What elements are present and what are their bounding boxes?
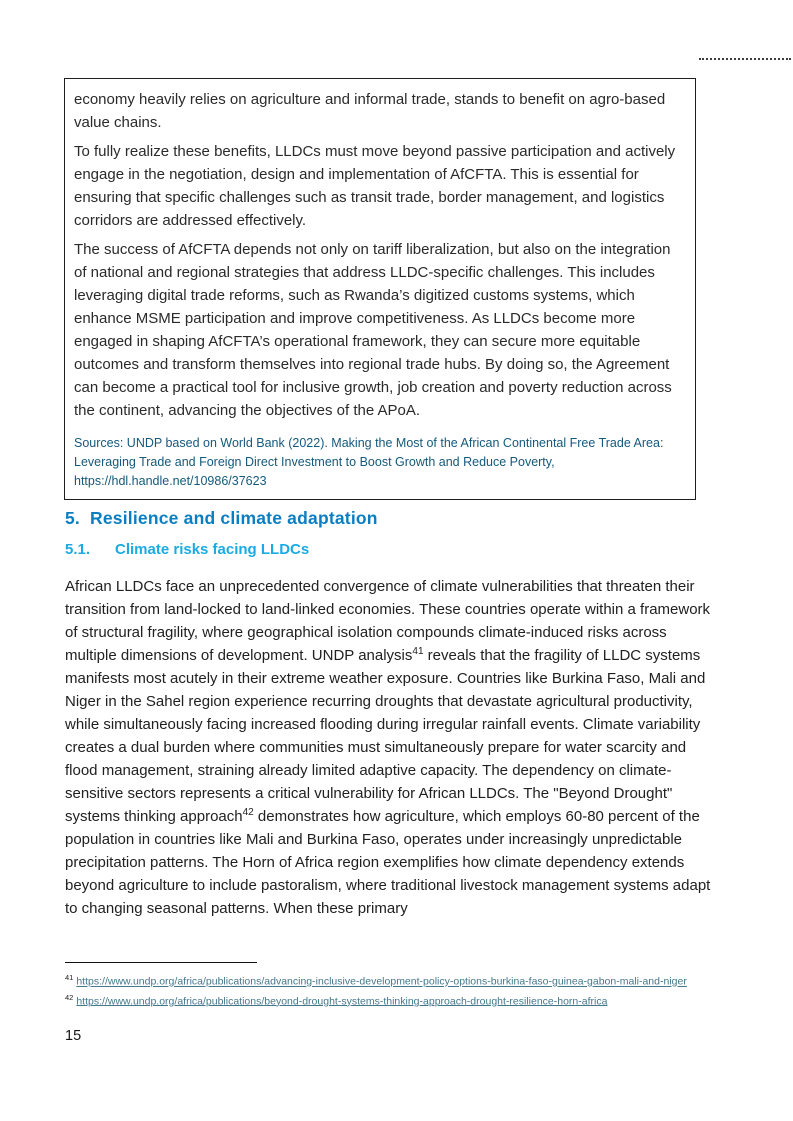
box-paragraph-1: economy heavily relies on agriculture and informal trade, stands to benefit on agro-based value chains. xyxy=(74,91,666,131)
body-part-2: reveals that the fragility of LLDC systems manifests most acutely in their extreme weather exposure. Countries like Burkina Faso, Mali and Niger in the Sahel region experience recurring droughts that devastate agricultural productivity, while simultaneously facing increased flooding during irregular rainfall events. Climate variability creates a dual burden where communities must simultaneously prepare for water scarcity and flood management, straining already limited adaptive capacity. The dependency on climate-sensitive sectors represents a critical vulnerability for African LLDCs. The "Beyond Drought" systems thinking approach xyxy=(65,647,706,825)
sources-link[interactable]: https://hdl.handle.net/10986/37623 xyxy=(74,474,267,488)
footnote-separator-rule xyxy=(65,962,257,963)
body-part-1: African LLDCs face an unprecedented convergence of climate vulnerabilities that threaten their transition from land-locked to land-linked economies. These countries operate within a framework of structural fragility, where geographical isolation compounds climate-induced risks across multiple dimensions of development. UNDP analysis xyxy=(65,578,711,664)
subsection-title: Climate risks facing LLDCs xyxy=(115,541,310,558)
footnote-link-41[interactable]: https://www.undp.org/africa/publications/advancing-inclusive-development-policy-options-burkina-faso-guinea-gabon-mali-and-niger xyxy=(76,975,687,988)
footnote-link-42[interactable]: https://www.undp.org/africa/publications/beyond-drought-systems-thinking-approach-drought-resilience-horn-africa xyxy=(76,995,608,1007)
footnote-ref-41: 41 xyxy=(412,646,424,657)
callout-box xyxy=(64,78,696,500)
header-dotted-line-decoration xyxy=(699,58,791,60)
section-title: Resilience and climate adaptation xyxy=(90,508,378,528)
footnote-item-42 xyxy=(65,990,735,1010)
page-number: 15 xyxy=(65,1028,82,1044)
sources-text: Sources: UNDP based on World Bank (2022). Making the Most of the African Continental Free Trade Area: Leveraging Trade and Foreign Direct Investment to Boost Growth and Reduce Poverty, xyxy=(74,436,664,469)
footnote-number-41: 41 xyxy=(65,973,74,982)
footnote-list xyxy=(65,970,735,1009)
footnote-item-41 xyxy=(65,970,735,990)
subsection-number: 5.1. xyxy=(65,541,91,558)
sources-note xyxy=(74,434,687,491)
box-paragraph-3: The success of AfCFTA depends not only on tariff liberalization, but also on the integration of national and regional strategies that address LLDC-specific challenges. This includes leveraging digital trade reforms, such as Rwanda’s digitized customs systems, which enhance MSME participation and improve competitiveness. As LLDCs become more engaged in shaping AfCFTA’s operational framework, they can secure more equitable outcomes and transform themselves into regional trade hubs. By doing so, the Agreement can become a practical tool for inclusive growth, job creation and poverty reduction across the continent, advancing the objectives of the APoA. xyxy=(74,241,672,419)
footnote-ref-42: 42 xyxy=(242,807,254,818)
body-paragraph xyxy=(65,575,713,920)
subsection-heading xyxy=(65,541,309,558)
section-number: 5. xyxy=(65,508,80,528)
footnote-number-42: 42 xyxy=(65,992,74,1002)
body-part-3: demonstrates how agriculture, which employs 60-80 percent of the population in countries like Mali and Burkina Faso, operates under increasingly unpredictable precipitation patterns. The Horn of Africa region exemplifies how climate dependency extends beyond agriculture to include pastoralism, where traditional livestock management systems adapt to changing seasonal patterns. When these primary xyxy=(65,808,711,917)
section-heading xyxy=(65,508,378,529)
box-paragraph-2: To fully realize these benefits, LLDCs must move beyond passive participation and actively engage in the negotiation, design and implementation of AfCFTA. This is essential for ensuring that specific challenges such as transit trade, border management, and logistics corridors are addressed effectively. xyxy=(74,143,676,229)
